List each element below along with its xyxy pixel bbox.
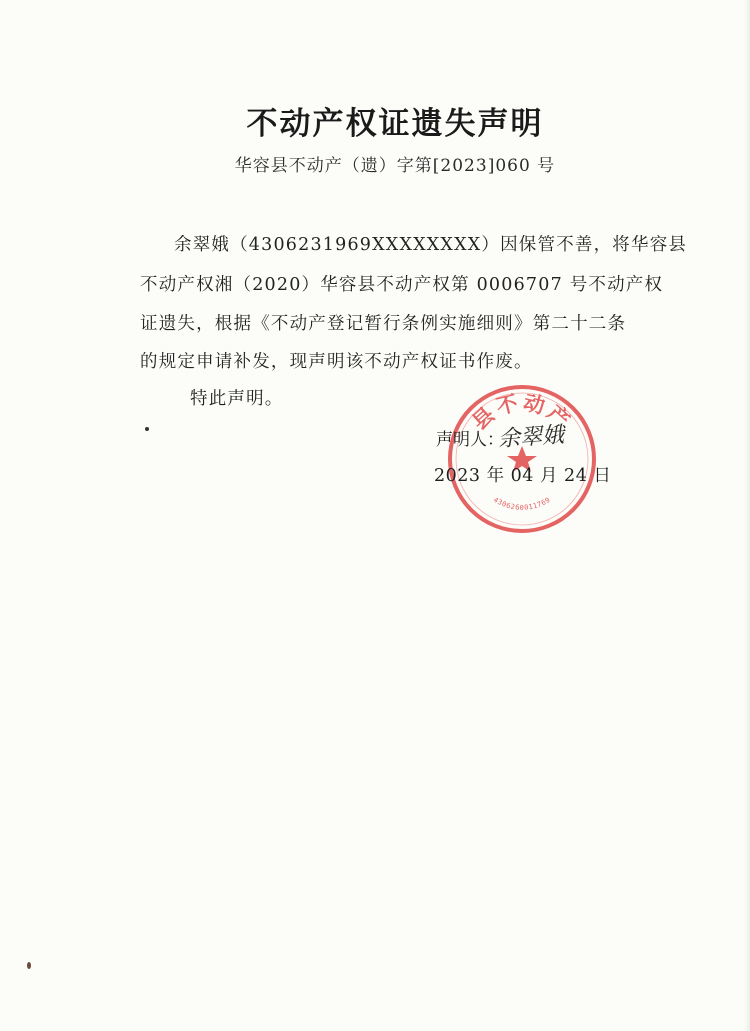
page-edge-shadow xyxy=(744,0,750,1031)
handwritten-signature: 余翠娥 xyxy=(497,422,565,453)
body-line: 的规定申请补发，现声明该不动产权证书作废。 xyxy=(140,352,533,372)
body-line: 不动产权湘（2020）华容县不动产权第 0006707 号不动产权 xyxy=(140,275,664,295)
official-seal-icon xyxy=(443,380,601,538)
body-line: 证遗失，根据《不动产登记暂行条例实施细则》第二十二条 xyxy=(140,314,627,334)
body-line: 余翠娥（4306231969XXXXXXXX）因保管不善，将华容县 xyxy=(174,235,688,255)
seal-serial: 4306260011769 xyxy=(491,495,553,512)
scan-speck xyxy=(27,962,31,969)
declarant-label: 声明人： xyxy=(436,430,504,450)
closing-statement: 特此声明。 xyxy=(190,389,284,409)
declaration-date: 2023 年 04 月 24 日 xyxy=(434,466,612,486)
svg-text:4306260011769 xyxy=(492,496,552,512)
document-number: 华容县不动产（遗）字第[2023]060 号 xyxy=(234,156,556,176)
scan-speck xyxy=(145,427,149,431)
document-title: 不动产权证遗失声明 xyxy=(246,106,544,142)
seal-text: 县不动产 xyxy=(467,390,577,435)
